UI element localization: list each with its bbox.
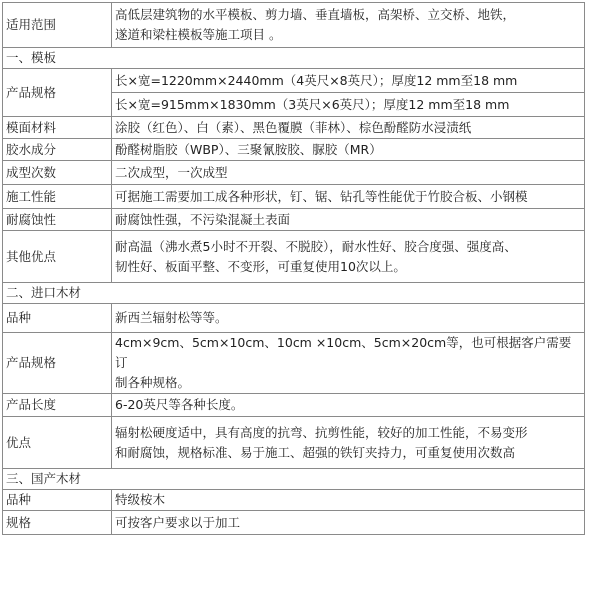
table-row bbox=[3, 209, 585, 231]
row-value: 6-20英尺等各种长度。 bbox=[112, 394, 585, 417]
table-row bbox=[3, 161, 585, 185]
table-row bbox=[3, 511, 585, 535]
row-label: 耐腐蚀性 bbox=[3, 209, 112, 231]
table-row bbox=[3, 490, 585, 511]
row-value: 新西兰辐射松等等。 bbox=[112, 304, 585, 333]
row-label: 胶水成分 bbox=[3, 139, 112, 161]
section-title: 三、国产木材 bbox=[3, 469, 585, 490]
table-row bbox=[3, 185, 585, 209]
section-row bbox=[3, 283, 585, 304]
row-label: 适用范围 bbox=[3, 3, 112, 48]
table-row bbox=[3, 333, 585, 394]
row-value: 长×宽=915mm×1830mm（3英尺×6英尺）；厚度12 mm至18 mm bbox=[112, 93, 585, 117]
row-label: 成型次数 bbox=[3, 161, 112, 185]
table-row bbox=[3, 69, 585, 93]
table-row bbox=[3, 304, 585, 333]
row-label: 模面材料 bbox=[3, 117, 112, 139]
table-row bbox=[3, 117, 585, 139]
row-label: 优点 bbox=[3, 417, 112, 469]
row-value: 4cm×9cm、5cm×10cm、10cm ×10cm、5cm×20cm等，也可根据客户需要订 制各种规格。 bbox=[112, 333, 585, 394]
row-value: 耐高温（沸水煮5小时不开裂、不脱胶），耐水性好、胶合度强、强度高、 韧性好、板面平整、不变形，可重复使用10次以上。 bbox=[112, 231, 585, 283]
row-label: 规格 bbox=[3, 511, 112, 535]
product-spec-table bbox=[2, 2, 585, 535]
table-row bbox=[3, 3, 585, 48]
row-label: 其他优点 bbox=[3, 231, 112, 283]
section-row bbox=[3, 469, 585, 490]
table-row bbox=[3, 139, 585, 161]
row-label: 产品规格 bbox=[3, 69, 112, 117]
section-title: 一、模板 bbox=[3, 48, 585, 69]
row-value: 高低层建筑物的水平模板、剪力墙、垂直墙板，高架桥、立交桥、地铁， 遂道和梁柱模板等施工项目 。 bbox=[112, 3, 585, 48]
row-value: 二次成型，一次成型 bbox=[112, 161, 585, 185]
section-title: 二、进口木材 bbox=[3, 283, 585, 304]
row-label: 施工性能 bbox=[3, 185, 112, 209]
table-row bbox=[3, 394, 585, 417]
table-row bbox=[3, 417, 585, 469]
row-value: 耐腐蚀性强，不污染混凝土表面 bbox=[112, 209, 585, 231]
row-value: 特级桉木 bbox=[112, 490, 585, 511]
row-label: 产品长度 bbox=[3, 394, 112, 417]
row-value: 涂胶（红色）、白（素）、黑色覆膜（菲林）、棕色酚醛防水浸渍纸 bbox=[112, 117, 585, 139]
row-label: 品种 bbox=[3, 304, 112, 333]
row-label: 产品规格 bbox=[3, 333, 112, 394]
row-value: 可据施工需要加工成各种形状，钉、锯、钻孔等性能优于竹胶合板、小钢模 bbox=[112, 185, 585, 209]
row-value: 长×宽=1220mm×2440mm（4英尺×8英尺）；厚度12 mm至18 mm bbox=[112, 69, 585, 93]
table-row bbox=[3, 231, 585, 283]
row-label: 品种 bbox=[3, 490, 112, 511]
row-value: 辐射松硬度适中，具有高度的抗弯、抗剪性能，较好的加工性能，不易变形 和耐腐蚀，规格标准、易于施工、超强的铁钉夹持力，可重复使用次数高 bbox=[112, 417, 585, 469]
row-value: 可按客户要求以于加工 bbox=[112, 511, 585, 535]
section-row bbox=[3, 48, 585, 69]
row-value: 酚醛树脂胶（WBP）、三聚氰胺胶、脲胶（MR） bbox=[112, 139, 585, 161]
